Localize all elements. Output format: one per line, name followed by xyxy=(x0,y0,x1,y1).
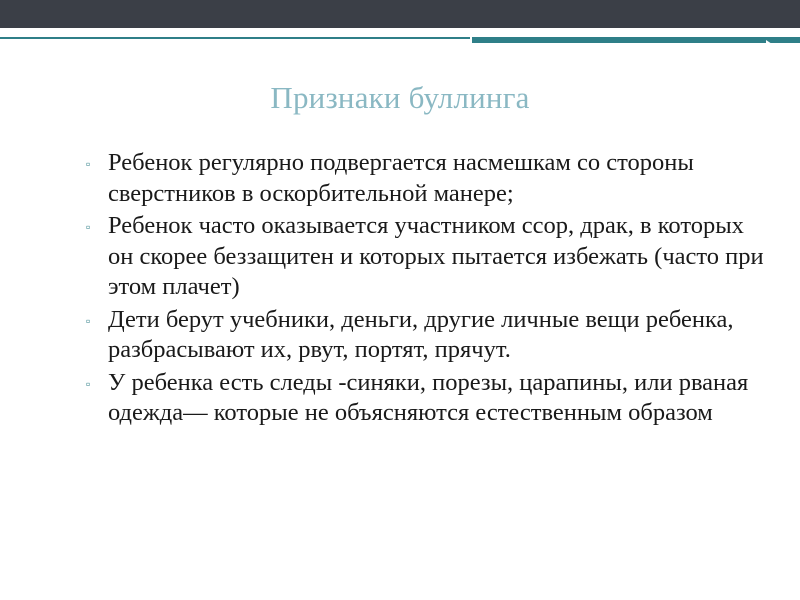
corner-arrow-icon xyxy=(766,40,775,52)
bullet-item xyxy=(86,305,766,366)
bullet-item xyxy=(86,148,766,209)
bullet-icon: ▫ xyxy=(86,220,91,234)
slide-title: Признаки буллинга xyxy=(270,80,530,115)
bullet-text: Ребенок часто оказывается участником ссор, драк, в которых он скорее беззащитен и которых пытается избежать (часто при этом плачет) xyxy=(108,212,764,300)
header-band xyxy=(0,0,800,28)
bullet-item xyxy=(86,211,766,303)
bullet-text: Дети берут учебники, деньги, другие личные вещи ребенка, разбрасывают их, рвут, портят, прячут. xyxy=(108,305,734,363)
accent-rule-left xyxy=(0,37,470,39)
bullet-icon: ▫ xyxy=(86,313,91,328)
bullet-text: Ребенок регулярно подвергается насмешкам со стороны сверстников в оскорбительной манере; xyxy=(108,149,694,207)
bullet-icon: ▫ xyxy=(86,376,91,391)
bullet-text: У ребенка есть следы -синяки, порезы, царапины, или рваная одежда— которые не объясняются естественным образом xyxy=(108,368,749,426)
bullet-item xyxy=(86,368,766,429)
bullet-list xyxy=(86,148,766,431)
accent-rule-right xyxy=(472,37,800,43)
bullet-icon: ▫ xyxy=(86,157,91,171)
